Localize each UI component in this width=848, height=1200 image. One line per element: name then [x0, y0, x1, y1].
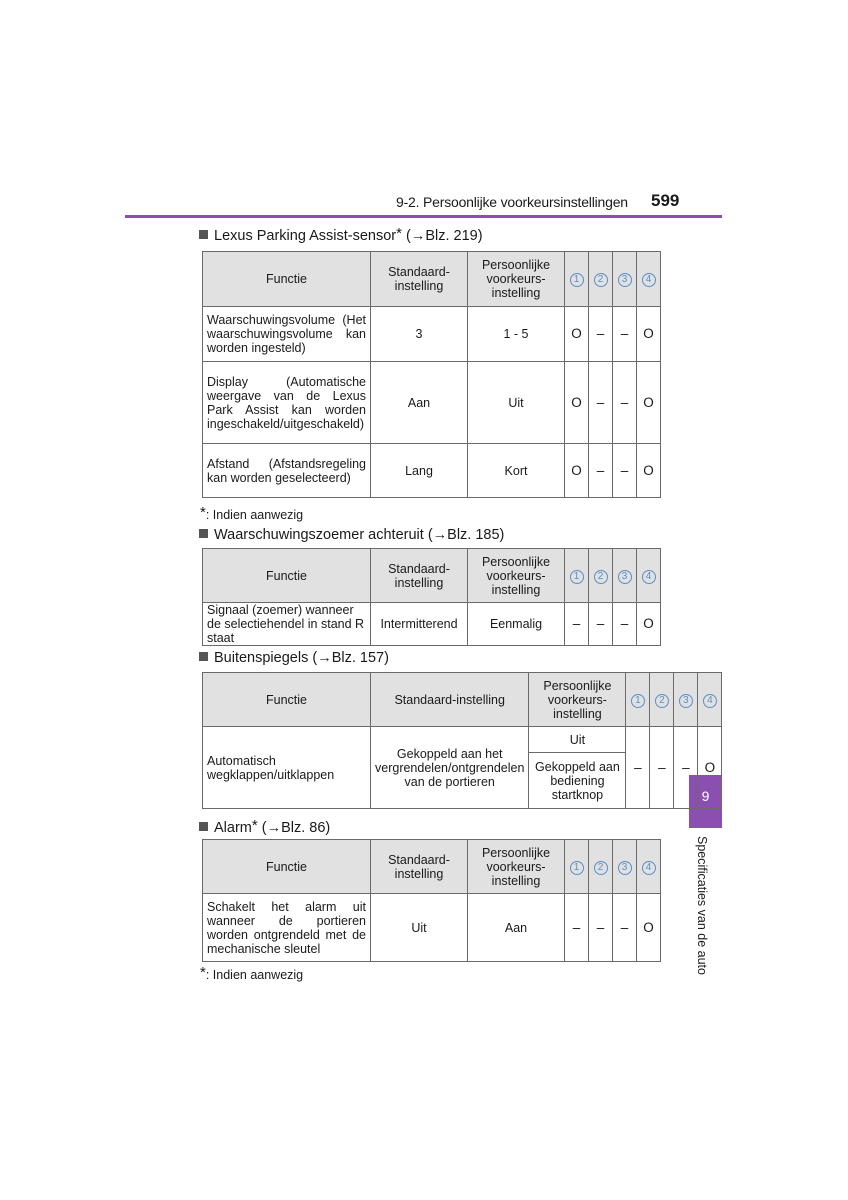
mode-mark: O	[637, 307, 661, 362]
function-cell: Signaal (zoemer) wanneer de selectiehendel in stand R staat	[203, 603, 371, 646]
mode-mark: O	[565, 444, 589, 498]
mode-mark: –	[589, 307, 613, 362]
column-header-custom: Persoonlijke voorkeurs-instelling	[468, 252, 565, 307]
column-header-custom: Persoonlijke voorkeurs-instelling	[468, 549, 565, 603]
section-heading-parking-assist	[199, 225, 483, 244]
column-header-default: Standaard-instelling	[371, 840, 468, 894]
column-header-default: Standaard-instelling	[371, 673, 529, 727]
column-header-function: Functie	[203, 840, 371, 894]
function-cell: Automatisch wegklappen/uitklappen	[203, 727, 371, 809]
header-rule	[125, 215, 722, 218]
column-header-mode-3: 3	[674, 673, 698, 727]
page-reference: (→Blz. 185)	[427, 527, 505, 543]
table-row	[203, 307, 661, 362]
function-cell: Display (Automatische weergave van de Lexus Park Assist kan worden ingeschakeld/uitgeschakeld)	[203, 362, 371, 444]
function-cell: Schakelt het alarm uit wanneer de portieren worden ontgrendeld met de mechanische sleutel	[203, 894, 371, 962]
square-bullet-icon	[199, 529, 208, 538]
column-header-mode-4: 4	[637, 840, 661, 894]
table-row	[203, 894, 661, 962]
custom-cell: 1 - 5	[468, 307, 565, 362]
column-header-mode-2: 2	[589, 252, 613, 307]
section-heading-mirrors	[199, 650, 389, 666]
mode-mark: –	[674, 727, 698, 809]
column-header-custom: Persoonlijke voorkeurs-instelling	[529, 673, 626, 727]
column-header-mode-4: 4	[637, 252, 661, 307]
mode-mark: –	[565, 894, 589, 962]
column-header-custom: Persoonlijke voorkeurs-instelling	[468, 840, 565, 894]
mode-mark: O	[565, 307, 589, 362]
chapter-label: Specificaties van de auto	[695, 836, 709, 975]
mode-mark: O	[637, 362, 661, 444]
page-reference: (→Blz. 157)	[312, 650, 389, 666]
page-reference: (→Blz. 86)	[261, 820, 331, 836]
column-header-mode-4: 4	[637, 549, 661, 603]
function-cell: Afstand (Afstandsregeling kan worden geselecteerd)	[203, 444, 371, 498]
mode-mark: –	[589, 894, 613, 962]
mode-mark: O	[565, 362, 589, 444]
custom-cell: Eenmalig	[468, 603, 565, 646]
mode-mark: –	[613, 603, 637, 646]
column-header-mode-1: 1	[626, 673, 650, 727]
mode-mark: –	[589, 603, 613, 646]
mode-mark: –	[613, 894, 637, 962]
column-header-default: Standaard-instelling	[371, 549, 468, 603]
column-header-function: Functie	[203, 252, 371, 307]
mode-mark: –	[613, 444, 637, 498]
mode-mark: O	[698, 727, 722, 809]
custom-cell: Uit	[468, 362, 565, 444]
function-cell: Waarschuwingsvolume (Het waarschuwingsvolume kan worden ingesteld)	[203, 307, 371, 362]
column-header-mode-2: 2	[589, 840, 613, 894]
section-title: Lexus Parking Assist-sensor	[214, 228, 397, 244]
mode-mark: O	[637, 894, 661, 962]
table-row	[203, 603, 661, 646]
section-title: Alarm	[214, 820, 252, 836]
footnote: *: Indien aanwezig	[200, 964, 304, 982]
mode-mark: –	[613, 307, 637, 362]
footnote: *: Indien aanwezig	[200, 504, 304, 522]
settings-table-mirrors	[202, 672, 722, 809]
default-cell: Intermitterend	[371, 603, 468, 646]
column-header-mode-4: 4	[698, 673, 722, 727]
mode-mark: –	[626, 727, 650, 809]
default-cell: Lang	[371, 444, 468, 498]
mode-mark: O	[637, 444, 661, 498]
mode-mark: –	[589, 362, 613, 444]
mode-mark: –	[589, 444, 613, 498]
page-number: 599	[651, 191, 680, 210]
custom-cell: Aan	[468, 894, 565, 962]
mode-mark: O	[637, 603, 661, 646]
column-header-mode-1: 1	[565, 549, 589, 603]
settings-table-parking-assist	[202, 251, 661, 498]
column-header-mode-2: 2	[650, 673, 674, 727]
default-cell: 3	[371, 307, 468, 362]
footnote-star: *	[251, 817, 258, 834]
square-bullet-icon	[199, 230, 208, 239]
chapter-tab: 9	[689, 775, 722, 828]
custom-cell: Uit	[529, 727, 626, 753]
default-cell: Gekoppeld aan het vergrendelen/ontgrendelen van de portieren	[371, 727, 529, 809]
column-header-mode-1: 1	[565, 840, 589, 894]
default-cell: Aan	[371, 362, 468, 444]
settings-table-reverse-buzzer	[202, 548, 661, 646]
column-header-mode-1: 1	[565, 252, 589, 307]
footnote-star: *	[200, 504, 206, 521]
custom-cell: Kort	[468, 444, 565, 498]
mode-mark: –	[650, 727, 674, 809]
column-header-default: Standaard-instelling	[371, 252, 468, 307]
column-header-function: Functie	[203, 549, 371, 603]
square-bullet-icon	[199, 822, 208, 831]
column-header-mode-3: 3	[613, 252, 637, 307]
section-heading-reverse-buzzer	[199, 527, 504, 543]
column-header-mode-3: 3	[613, 549, 637, 603]
mode-mark: –	[613, 362, 637, 444]
table-row	[203, 444, 661, 498]
footnote-star: *	[200, 964, 206, 981]
table-row	[203, 727, 722, 753]
mode-mark: –	[565, 603, 589, 646]
column-header-mode-3: 3	[613, 840, 637, 894]
default-cell: Uit	[371, 894, 468, 962]
settings-table-alarm	[202, 839, 661, 962]
square-bullet-icon	[199, 652, 208, 661]
section-heading-alarm	[199, 817, 330, 836]
header-title: 9-2. Persoonlijke voorkeursinstellingen	[396, 194, 628, 210]
section-title: Waarschuwingszoemer achteruit	[214, 527, 424, 543]
column-header-mode-2: 2	[589, 549, 613, 603]
footnote-star: *	[396, 225, 402, 242]
section-title: Buitenspiegels	[214, 650, 309, 666]
column-header-function: Functie	[203, 673, 371, 727]
page-reference: (→Blz. 219)	[406, 228, 483, 244]
custom-cell: Gekoppeld aan bediening startknop	[529, 753, 626, 809]
table-row	[203, 362, 661, 444]
